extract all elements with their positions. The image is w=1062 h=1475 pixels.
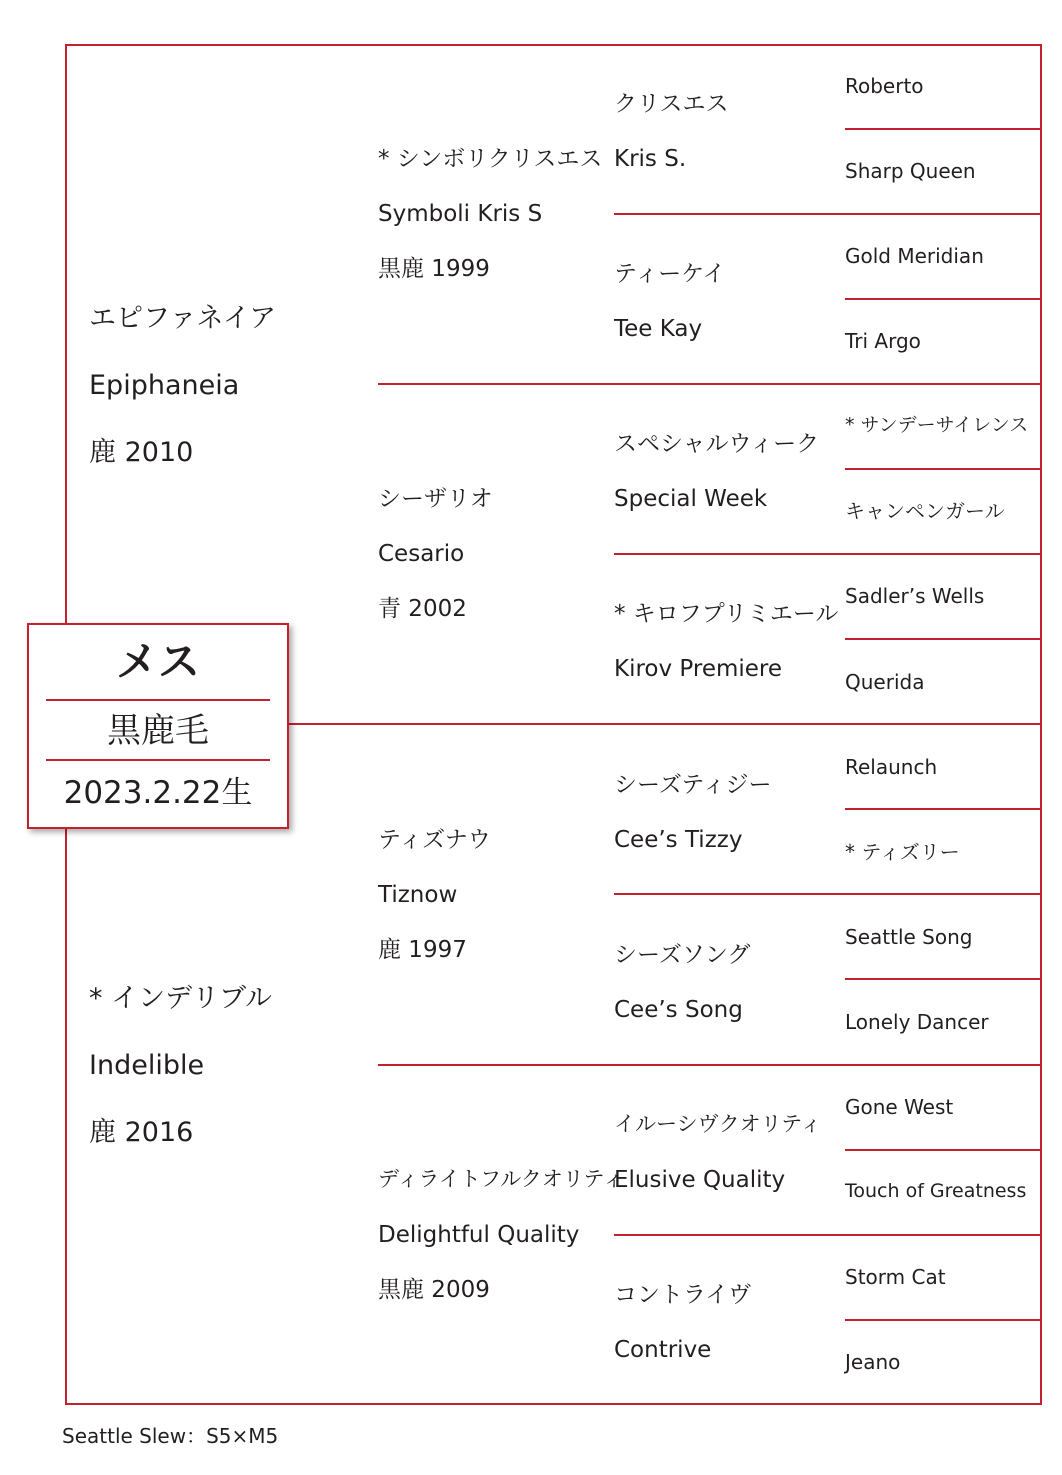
gen2-info: 鹿 1997 [378, 937, 467, 963]
gen4-divider [845, 978, 1042, 980]
gen3-divider [614, 893, 1042, 895]
gen4-name: Tri Argo [845, 329, 921, 353]
gen3-name-ja: コントライヴ [614, 1282, 752, 1308]
inbreeding-note: Seattle Slew：S5×M5 [62, 1424, 279, 1448]
gen3-name-en: Kris S. [614, 146, 687, 172]
gen4-name: Querida [845, 670, 925, 694]
gen4-name: Gone West [845, 1095, 954, 1119]
dam-info: 鹿 2016 [89, 1117, 194, 1148]
gen4-divider [845, 128, 1042, 130]
gen3-name-ja: * キロフプリミエール [614, 601, 839, 627]
gen2-name-ja: ティズナウ [378, 827, 491, 853]
gen4-divider [845, 808, 1042, 810]
gen4-divider [845, 638, 1042, 640]
gen3-divider [614, 1234, 1042, 1236]
gen4-name: Sadler’s Wells [845, 584, 985, 608]
gen2-divider [378, 383, 1042, 385]
gen2-info: 青 2002 [378, 596, 467, 622]
gen2-divider [378, 1064, 1042, 1066]
foal-color: 黒鹿毛 [107, 711, 209, 751]
gen4-name: Jeano [845, 1350, 901, 1374]
foal-box-divider [46, 759, 270, 761]
gen2-name-en: Tiznow [378, 882, 458, 908]
gen4-name: キャンペンガール [845, 499, 1005, 523]
sire-info: 鹿 2010 [89, 437, 194, 468]
gen3-divider [614, 213, 1042, 215]
gen2-info: 黒鹿 2009 [378, 1277, 490, 1303]
gen3-name-ja: ティーケイ [614, 261, 726, 287]
gen4-name: Sharp Queen [845, 159, 976, 183]
dam-name-ja: * インデリブル [89, 983, 273, 1014]
gen3-divider [614, 553, 1042, 555]
gen3-name-en: Kirov Premiere [614, 656, 783, 682]
gen2-name-ja: * シンボリクリスエス [378, 146, 603, 172]
gen3-name-en: Contrive [614, 1337, 712, 1363]
gen4-divider [845, 1319, 1042, 1321]
sire-dam-divider [285, 723, 1042, 725]
foal-birthdate: 2023.2.22生 [63, 775, 253, 811]
gen4-divider [845, 1149, 1042, 1151]
gen4-name: Seattle Song [845, 925, 973, 949]
gen2-info: 黒鹿 1999 [378, 256, 490, 282]
gen3-name-ja: シーズソング [614, 942, 751, 968]
gen2-name-ja: シーザリオ [378, 486, 493, 512]
foal-box [27, 623, 289, 829]
gen4-divider [845, 298, 1042, 300]
gen3-name-ja: シーズティジー [614, 772, 772, 798]
gen4-name: Touch of Greatness [845, 1180, 1027, 1202]
sire-name-ja: エピファネイア [89, 303, 277, 334]
gen4-name: Gold Meridian [845, 244, 984, 268]
gen3-name-ja: イルーシヴクオリティ [614, 1112, 822, 1136]
gen3-name-en: Cee’s Song [614, 997, 743, 1023]
gen3-name-en: Tee Kay [614, 316, 703, 342]
gen4-name: Lonely Dancer [845, 1010, 989, 1034]
gen4-name: * ティズリー [845, 840, 960, 864]
gen2-name-en: Delightful Quality [378, 1222, 580, 1248]
gen3-name-en: Elusive Quality [614, 1167, 786, 1193]
gen2-name-en: Symboli Kris S [378, 201, 543, 227]
gen2-name-en: Cesario [378, 541, 465, 567]
gen2-name-ja: ディライトフルクオリティ [378, 1167, 624, 1191]
gen4-name: Roberto [845, 74, 924, 98]
gen3-name-en: Cee’s Tizzy [614, 827, 743, 853]
gen4-name: Storm Cat [845, 1265, 946, 1289]
dam-name-en: Indelible [89, 1050, 205, 1081]
gen4-name: * サンデーサイレンス [845, 414, 1029, 436]
foal-box-divider [46, 699, 270, 701]
gen3-name-ja: スペシャルウィーク [614, 431, 820, 457]
foal-sex: メス [115, 637, 200, 686]
gen3-name-ja: クリスエス [614, 91, 729, 117]
gen4-divider [845, 468, 1042, 470]
gen3-name-en: Special Week [614, 486, 768, 512]
sire-name-en: Epiphaneia [89, 370, 240, 401]
gen4-name: Relaunch [845, 755, 938, 779]
